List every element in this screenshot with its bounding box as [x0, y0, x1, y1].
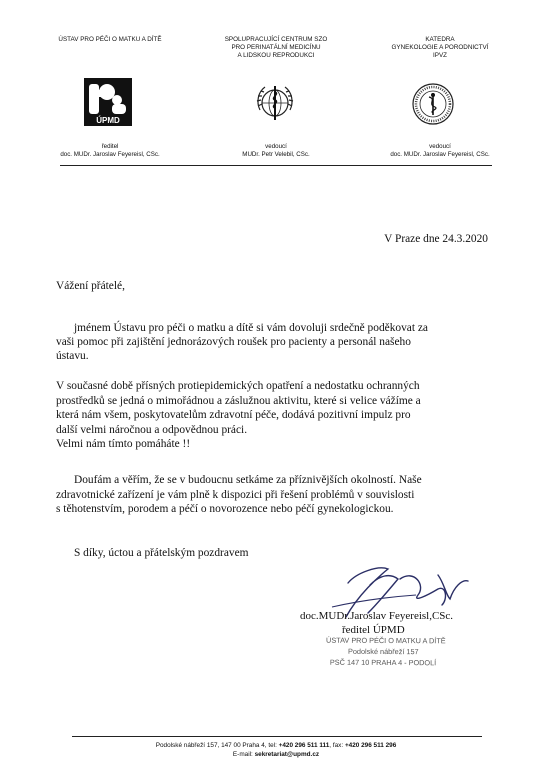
upmd-logo-text: ÚPMD	[96, 116, 120, 125]
header-department-title	[355, 36, 525, 60]
paragraph-2-line-3: která nám všem, poskytovatelům zdravotní péče, dodává pozitivní impulz pro	[56, 409, 411, 421]
paragraph-2-line-4: další velmi náročnou a odpovědnou práci.	[56, 424, 248, 436]
stamp-line-1: ÚSTAV PRO PÉČI O MATKU A DÍTĚ	[326, 635, 446, 646]
who-emblem-logo	[252, 80, 298, 131]
header-col3-name: doc. MUDr. Jaroslav Feyereisl, CSc.	[390, 151, 490, 158]
header-col1-role: ředitel	[101, 143, 119, 150]
header-institute-title	[25, 36, 195, 44]
paragraph-2-line-1: V současné době přísných protiepidemických opatření a nedostatku ochranných	[56, 380, 420, 392]
institution-stamp	[326, 635, 446, 669]
footer-fax: +420 296 511 296	[344, 742, 397, 749]
header-col3-title: KATEDRA GYNEKOLOGIE A PORODNICTVÍ IPVZ	[391, 36, 489, 59]
header-col2-role: vedoucí	[265, 143, 287, 150]
footer-fax-label: , fax:	[329, 742, 345, 749]
paragraph-3-line-3: s těhotenstvím, porodem a péčí o novorozence nebo péčí gynekologickou.	[56, 503, 394, 515]
header-col2-title: SPOLUPRACUJÍCÍ CENTRUM SZO PRO PERINATÁLNÍ MEDICÍNU A LIDSKOU REPRODUKCI	[224, 36, 328, 59]
stamp-line-2: Podolské nábřeží 157	[347, 646, 419, 657]
paragraph-3-line-2: zdravotnické zařízení je vám plně k dispozici při řešení problémů v souvislosti	[56, 489, 415, 501]
header-col3-role-block	[355, 143, 525, 159]
header-col1-title: ÚSTAV PRO PÉČI O MATKU A DÍTĚ	[58, 36, 162, 43]
paragraph-1-line-3: ústavu.	[56, 350, 89, 362]
department-seal-logo	[411, 82, 455, 131]
paragraph-3-line-1: Doufám a věřím, že se v budoucnu setkáme za příznivějších okolností. Naše	[74, 474, 422, 486]
footer-email-label: E-mail:	[232, 751, 255, 758]
signatory-title: ředitel ÚPMD	[342, 624, 405, 636]
letter-date: V Praze dne 24.3.2020	[384, 233, 488, 245]
letter-salutation: Vážení přátelé,	[56, 280, 125, 292]
footer-divider	[72, 736, 482, 737]
footer-email[interactable]: sekretariat@upmd.cz	[254, 751, 320, 758]
footer-address	[0, 741, 552, 750]
signatory-name: doc.MUDr.Jaroslav Feyereisl,CSc.	[300, 610, 454, 622]
footer-address-text: Podolské nábřeží 157, 147 00 Praha 4, tel:	[155, 742, 279, 749]
paragraph-2-line-5: Velmi nám tímto pomáháte !!	[56, 438, 191, 450]
footer-phone: +420 296 511 111	[278, 742, 330, 749]
header-col1-role-block	[25, 143, 195, 159]
header-who-center-title	[191, 36, 361, 60]
footer-email-line	[0, 750, 552, 759]
header-col1-name: doc. MUDr. Jaroslav Feyereisl, CSc.	[60, 151, 160, 158]
letter-closing: S díky, úctou a přátelským pozdravem	[74, 547, 249, 559]
header-col3-role: vedoucí	[429, 143, 451, 150]
paragraph-2-line-2: prostředků se jedná o mimořádnou a záslužnou aktivitu, které si velice vážíme a	[56, 395, 421, 407]
stamp-line-3: PSČ 147 10 PRAHA 4 - PODOLÍ	[329, 657, 437, 668]
header-col2-name: MUDr. Petr Velebil, CSc.	[242, 151, 310, 158]
paragraph-1-line-1: jménem Ústavu pro péči o matku a dítě si vám dovoluji srdečně poděkovat za	[74, 322, 428, 334]
header-divider	[60, 165, 492, 166]
upmd-logo	[84, 78, 132, 131]
paragraph-1-line-2: vaši pomoc při zajištění jednorázových roušek pro pacienty a personál našeho	[56, 336, 411, 348]
header-col2-role-block	[191, 143, 361, 159]
